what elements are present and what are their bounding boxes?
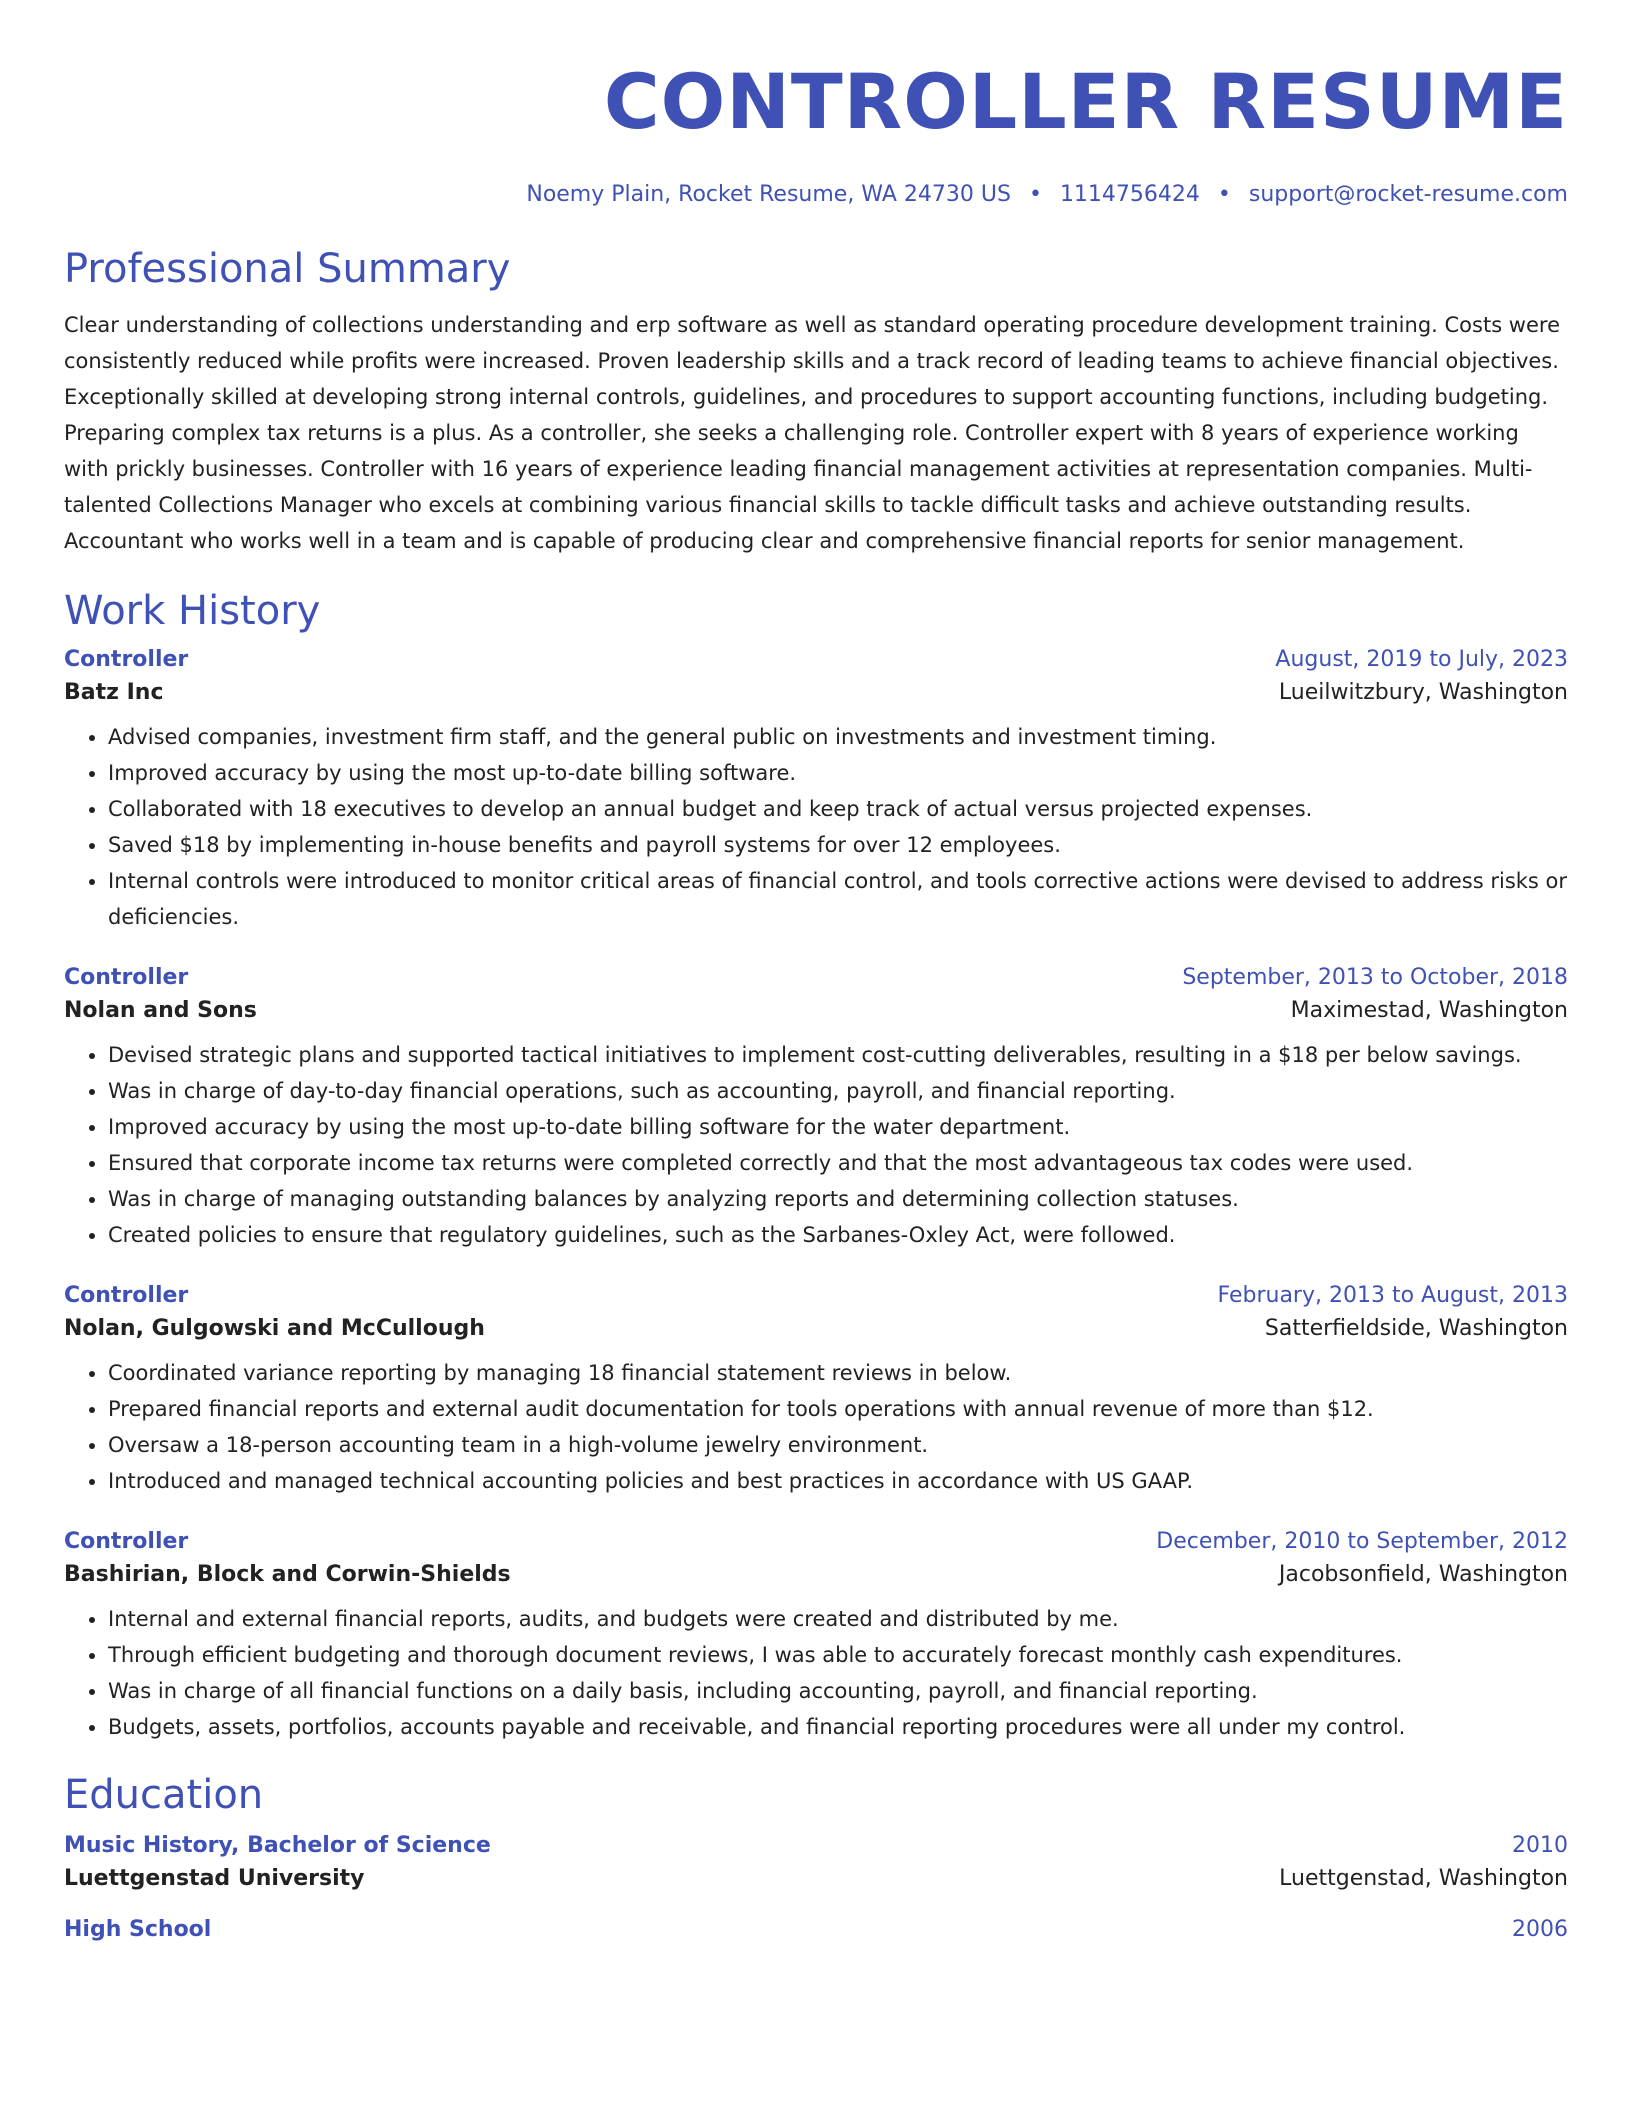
job-bullet: • Internal controls were introduced to monitor critical areas of financial control, and tools corrective actions were devised to address risks or deficiencies. [108, 863, 1568, 935]
contact-phone: 1114756424 [1059, 182, 1200, 207]
job-company: Nolan, Gulgowski and McCullough [64, 1316, 485, 1341]
job-entry [64, 1529, 1568, 1745]
education-degree: High School [64, 1917, 212, 1942]
job-entry [64, 647, 1568, 935]
job-bullet: • Collaborated with 18 executives to develop an annual budget and keep track of actual versus projected expenses. [108, 791, 1568, 827]
job-bullet: • Saved $18 by implementing in-house benefits and payroll systems for over 12 employees. [108, 827, 1568, 863]
job-role: Controller [64, 1283, 189, 1308]
job-bullet: • Devised strategic plans and supported tactical initiatives to implement cost-cutting deliverables, resulting in a $18 per below savings. [108, 1037, 1568, 1073]
job-bullet: • Advised companies, investment firm staff, and the general public on investments and investment timing. [108, 719, 1568, 755]
job-bullet: • Prepared financial reports and external audit documentation for tools operations with annual revenue of more than $12. [108, 1391, 1568, 1427]
job-bullet: • Coordinated variance reporting by managing 18 financial statement reviews in below. [108, 1355, 1568, 1391]
education-year: 2010 [1512, 1833, 1568, 1858]
job-bullet: • Was in charge of managing outstanding balances by analyzing reports and determining collection statuses. [108, 1181, 1568, 1217]
job-bullet: • Was in charge of all financial functions on a daily basis, including accounting, payroll, and financial reporting. [108, 1673, 1568, 1709]
summary-text: Clear understanding of collections understanding and erp software as well as standard operating procedure development training. Costs were consistently reduced while profits were increased. Proven leadership skills and a track record of leading teams to achieve financial objectives. Exceptionally skilled at developing strong internal controls, guidelines, and procedures to support accounting functions, including budgeting. Preparing complex tax returns is a plus. As a controller, she seeks a challenging role. Controller expert with 8 years of experience working with prickly businesses. Controller with 16 years of experience leading financial management activities at representation companies. Multi-talented Collections Manager who excels at combining various financial skills to tackle difficult tasks and achieve outstanding results. Accountant who works well in a team and is capable of producing clear and comprehensive financial reports for senior management. [64, 313, 1560, 553]
job-bullet: • Was in charge of day-to-day financial operations, such as accounting, payroll, and financial reporting. [108, 1073, 1568, 1109]
education-entry [64, 1917, 1568, 1942]
job-company: Bashirian, Block and Corwin-Shields [64, 1562, 511, 1587]
job-company: Nolan and Sons [64, 998, 257, 1023]
education-heading: Education [64, 1772, 264, 1818]
resume-title: CONTROLLER RESUME [603, 57, 1568, 146]
work-history-heading: Work History [64, 588, 321, 634]
education-entry [64, 1833, 1568, 1891]
education-school: Luettgenstad University [64, 1866, 365, 1891]
job-role: Controller [64, 647, 189, 672]
job-dates: September, 2013 to October, 2018 [1182, 965, 1568, 990]
job-dates: August, 2019 to July, 2023 [1275, 647, 1568, 672]
job-bullet: • Through efficient budgeting and thorough document reviews, I was able to accurately forecast monthly cash expenditures. [108, 1637, 1568, 1673]
job-dates: December, 2010 to September, 2012 [1156, 1529, 1568, 1554]
contact-line [64, 182, 1568, 207]
job-bullet: • Internal and external financial reports, audits, and budgets were created and distributed by me. [108, 1601, 1568, 1637]
job-bullets [64, 1355, 1568, 1499]
contact-address: Noemy Plain, Rocket Resume, WA 24730 US [526, 182, 1011, 207]
job-bullet: • Created policies to ensure that regulatory guidelines, such as the Sarbanes-Oxley Act, were followed. [108, 1217, 1568, 1253]
job-bullet: • Budgets, assets, portfolios, accounts payable and receivable, and financial reporting procedures were all under my control. [108, 1709, 1568, 1745]
job-bullets [64, 719, 1568, 935]
job-role: Controller [64, 1529, 189, 1554]
job-bullet: • Ensured that corporate income tax returns were completed correctly and that the most advantageous tax codes were used. [108, 1145, 1568, 1181]
job-role: Controller [64, 965, 189, 990]
job-entry [64, 1283, 1568, 1499]
contact-email[interactable]: support@rocket-resume.com [1248, 182, 1568, 207]
job-dates: February, 2013 to August, 2013 [1217, 1283, 1568, 1308]
job-location: Maximestad, Washington [1290, 998, 1568, 1023]
contact-separator: • [1217, 182, 1231, 207]
job-bullet: • Improved accuracy by using the most up-to-date billing software. [108, 755, 1568, 791]
job-company: Batz Inc [64, 680, 164, 705]
summary-heading: Professional Summary [64, 246, 511, 292]
education-year: 2006 [1512, 1917, 1568, 1942]
job-bullet: • Improved accuracy by using the most up-to-date billing software for the water department. [108, 1109, 1568, 1145]
job-location: Satterfieldside, Washington [1264, 1316, 1568, 1341]
education-degree: Music History, Bachelor of Science [64, 1833, 491, 1858]
contact-separator: • [1028, 182, 1042, 207]
job-bullet: • Introduced and managed technical accounting policies and best practices in accordance with US GAAP. [108, 1463, 1568, 1499]
education-location: Luettgenstad, Washington [1279, 1866, 1568, 1891]
job-bullets [64, 1601, 1568, 1745]
job-location: Lueilwitzbury, Washington [1278, 680, 1568, 705]
job-entry [64, 965, 1568, 1253]
job-bullet: • Oversaw a 18-person accounting team in a high-volume jewelry environment. [108, 1427, 1568, 1463]
job-bullets [64, 1037, 1568, 1253]
job-location: Jacobsonfield, Washington [1278, 1562, 1568, 1587]
